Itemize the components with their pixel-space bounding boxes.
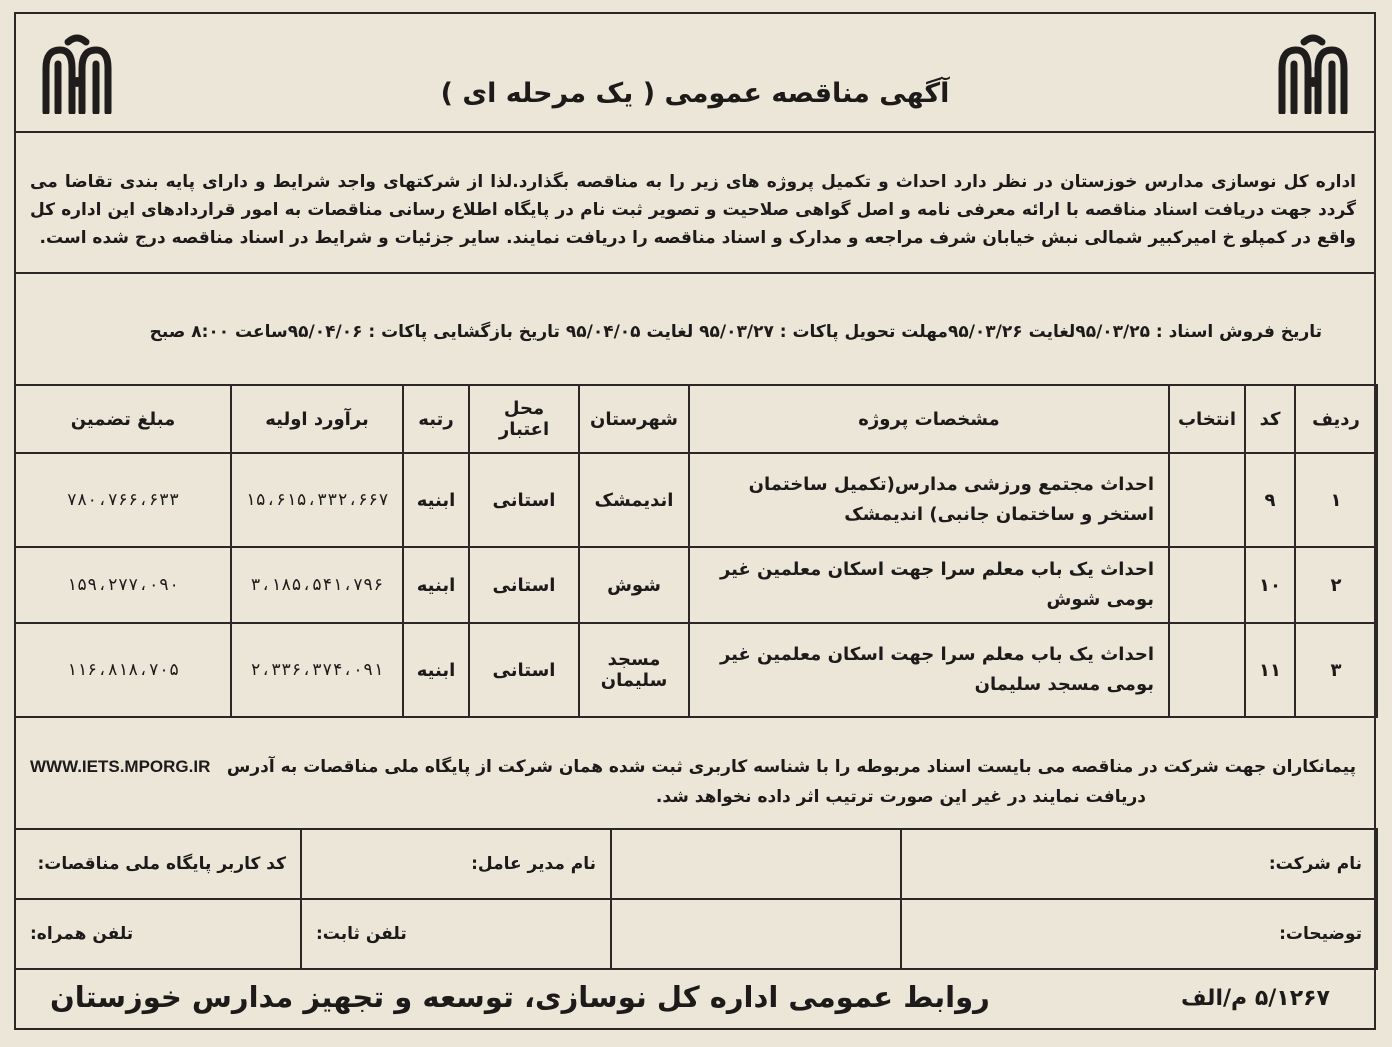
cell-row-number: ۱ <box>1295 453 1377 547</box>
cell-funding: استانی <box>469 623 579 717</box>
cell-funding: استانی <box>469 547 579 623</box>
contractor-note-text-2: دریافت نمایند در غیر این صورت ترتیب اثر داده نخواهد شد. <box>655 787 1146 807</box>
cell-code: ۱۱ <box>1245 623 1295 717</box>
form-row <box>15 899 1377 969</box>
footer <box>14 968 1376 1030</box>
notice-title: آگهی مناقصه عمومی ( یک مرحله ای ) <box>440 78 950 109</box>
cell-grade: ابنیه <box>403 547 469 623</box>
header-project: مشخصات پروژه <box>689 385 1169 453</box>
cell-project: احداث یک باب معلم سرا جهت اسکان معلمین غیر بومی شوش <box>689 547 1169 623</box>
cell-city: اندیمشک <box>579 453 689 547</box>
cell-grade: ابنیه <box>403 453 469 547</box>
cell-guarantee: ۱۱۶،۸۱۸،۷۰۵ <box>15 623 231 717</box>
header-guarantee: مبلغ تضمین <box>15 385 231 453</box>
table-header-row <box>15 385 1377 453</box>
table-row <box>15 453 1377 547</box>
cell-select[interactable] <box>1169 623 1245 717</box>
dates-line: تاریخ فروش اسناد : ۹۵/۰۳/۲۵لغایت ۹۵/۰۳/۲۶مهلت تحویل پاکات : ۹۵/۰۳/۲۷ لغایت ۹۵/۰۴/۰۵ تاریخ بازگشایی پاکات : ۹۵/۰۴/۰۶ساعت ۸:۰۰ صبح <box>149 322 1322 342</box>
table-row <box>15 623 1377 717</box>
cell-row-number: ۲ <box>1295 547 1377 623</box>
landline-label: تلفن ثابت: <box>301 899 611 969</box>
cell-city: مسجد سلیمان <box>579 623 689 717</box>
header-grade: رتبه <box>403 385 469 453</box>
cell-select[interactable] <box>1169 547 1245 623</box>
applicant-form <box>14 828 1378 970</box>
cell-funding: استانی <box>469 453 579 547</box>
projects-table <box>14 384 1378 718</box>
header-select: انتخاب <box>1169 385 1245 453</box>
header-row-number: ردیف <box>1295 385 1377 453</box>
manager-name-label: نام مدیر عامل: <box>301 829 611 899</box>
table-row <box>15 547 1377 623</box>
notice-code: ۵/۱۲۶۷ م/الف <box>1180 986 1330 1011</box>
cell-row-number: ۳ <box>1295 623 1377 717</box>
cell-guarantee: ۷۸۰،۷۶۶،۶۳۳ <box>15 453 231 547</box>
title-section <box>14 12 1376 133</box>
contractor-note <box>30 752 1356 812</box>
cell-project: احداث مجتمع ورزشی مدارس(تکمیل ساختمان استخر و ساختمان جانبی) اندیمشک <box>689 453 1169 547</box>
header-code: کد <box>1245 385 1295 453</box>
mobile-label: تلفن همراه: <box>15 899 301 969</box>
cell-city: شوش <box>579 547 689 623</box>
cell-estimate: ۳،۱۸۵،۵۴۱،۷۹۶ <box>231 547 403 623</box>
cell-guarantee: ۱۵۹،۲۷۷،۰۹۰ <box>15 547 231 623</box>
header-estimate: برآورد اولیه <box>231 385 403 453</box>
header-city: شهرستان <box>579 385 689 453</box>
cell-grade: ابنیه <box>403 623 469 717</box>
cell-code: ۹ <box>1245 453 1295 547</box>
contractor-note-text: پیمانکاران جهت شرکت در مناقصه می بایست اسناد مربوطه را با شناسه کاربری ثبت شده همان شرکت از پایگاه ملی مناقصات به آدرس <box>226 757 1356 777</box>
notes-label: توضیحات: <box>901 899 1377 969</box>
company-name-label: نام شرکت: <box>901 829 1377 899</box>
user-code-label: کد کاربر پایگاه ملی مناقصات: <box>15 829 301 899</box>
company-name-field[interactable] <box>611 829 901 899</box>
intro-paragraph: اداره کل نوسازی مدارس خوزستان در نظر دارد احداث و تکمیل پروژه های زیر را به مناقصه بگذارد.لذا از شرکتهای واجد شرایط و دارای پایه بندی تقاضا می گردد جهت دریافت اسناد مناقصه با ارائه معرفی نامه و اصل گواهی صلاحیت و تصویر ثبت نام در پایگاه اطلاع رسانی مناقصات به امور قراردادهای این اداره کل واقع در کمپلو خ امیرکبیر شمالی نبش خیابان شرف مراجعه و مدارک و اسناد مناقصه را دریافت نمایند. سایر جزئیات و شرایط در اسناد مناقصه درج شده است. <box>30 172 1356 248</box>
cell-select[interactable] <box>1169 453 1245 547</box>
cell-project: احداث یک باب معلم سرا جهت اسکان معلمین غیر بومی مسجد سلیمان <box>689 623 1169 717</box>
form-row <box>15 829 1377 899</box>
notes-field[interactable] <box>611 899 901 969</box>
tender-portal-url[interactable]: WWW.IETS.MPORG.IR <box>30 757 211 776</box>
header-funding: محل اعتبار <box>469 385 579 453</box>
cell-estimate: ۲،۳۳۶،۳۷۴،۰۹۱ <box>231 623 403 717</box>
divider <box>14 272 1376 274</box>
cell-estimate: ۱۵،۶۱۵،۳۳۲،۶۶۷ <box>231 453 403 547</box>
public-relations-signature: روابط عمومی اداره کل نوسازی، توسعه و تجهیز مدارس خوزستان <box>50 980 990 1014</box>
cell-code: ۱۰ <box>1245 547 1295 623</box>
